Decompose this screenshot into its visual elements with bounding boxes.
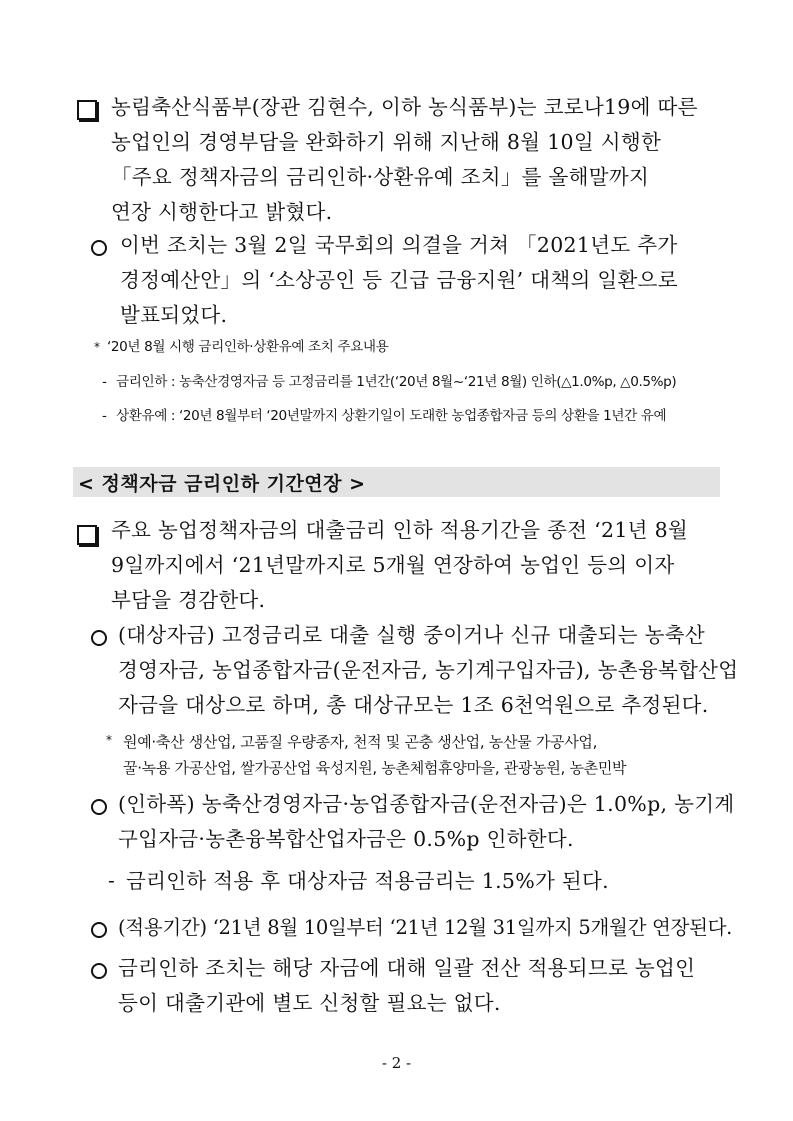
target-funds-paragraph [118, 618, 739, 723]
auto-line-2: 등이 대출기관에 별도 신청할 필요는 없다. [118, 991, 501, 1015]
asterisk-icon: * [94, 340, 100, 354]
intro-paragraph [111, 90, 721, 230]
background-line-1: 이번 조치는 3월 2일 국무회의 의결을 거쳐 「2021년도 추가 [120, 233, 678, 257]
target-line-3: 자금을 대상으로 하며, 총 대상규모는 1조 6천억원으로 추정된다. [118, 693, 709, 717]
extension-line-2: 9일까지에서 ‘21년말까지로 5개월 연장하여 농업인 등의 이자 [111, 553, 675, 577]
target-line-2: 경영자금, 농업종합자금(운전자금, 농기계구입자금), 농촌융복합산업 [118, 658, 739, 682]
intro-line-4: 연장 시행한다고 밝혔다. [111, 200, 333, 224]
extension-line-3: 부담을 경감한다. [111, 588, 266, 612]
rate-line-2: 구입자금·농촌융복합산업자금은 0.5%p 인하한다. [118, 827, 574, 851]
background-paragraph [120, 228, 720, 333]
section-heading: < 정책자금 금리인하 기간연장 > [78, 473, 366, 495]
note-rate-cut: 금리인하 : 농축산경영자금 등 고정금리를 1년간(‘20년 8월~‘21년 8월) 인하(△1.0%p, △0.5%p) [116, 374, 677, 390]
circle-bullet-icon [91, 240, 107, 256]
applied-rate [126, 864, 609, 899]
period-paragraph [118, 910, 732, 945]
square-bullet-icon [77, 525, 97, 545]
square-bullet-icon [77, 100, 97, 120]
note-dash-icon: - [102, 374, 107, 390]
background-line-3: 발표되었다. [120, 303, 228, 327]
note-dash-icon: - [102, 408, 107, 424]
circle-bullet-icon [91, 799, 107, 815]
auto-line-1: 금리인하 조치는 해당 자금에 대해 일괄 전산 적용되므로 농업인 [118, 956, 696, 980]
target-note-line-2: 꿀·녹용 가공산업, 쌀가공산업 육성지원, 농촌체험휴양마을, 관광농원, 농촌민박 [123, 759, 627, 777]
dash-icon: - [108, 868, 115, 892]
note-title: ‘20년 8월 시행 금리인하·상환유예 조치 주요내용 [107, 339, 389, 355]
intro-line-2: 농업인의 경영부담을 완화하기 위해 지난해 8월 10일 시행한 [111, 130, 662, 154]
auto-apply-paragraph [118, 951, 723, 1021]
target-line-1: (대상자금) 고정금리로 대출 실행 중이거나 신규 대출되는 농축산 [118, 623, 705, 647]
circle-bullet-icon [91, 963, 107, 979]
period-line: (적용기간) ‘21년 8월 10일부터 ‘21년 12월 31일까지 5개월간 연장된다. [118, 916, 733, 939]
target-note-line-1: 원예·축산 생산업, 고품질 우량종자, 천적 및 곤충 생산업, 농산물 가공사업, [123, 733, 598, 751]
asterisk-icon: * [106, 733, 112, 747]
note-repayment-deferral: 상환유예 : ‘20년 8월부터 ‘20년말까지 상환기일이 도래한 농업종합자금 등의 상환을 1년간 유예 [116, 408, 667, 424]
extension-line-1: 주요 농업정책자금의 대출금리 인하 적용기간을 종전 ‘21년 8월 [111, 518, 689, 542]
extension-paragraph [111, 513, 721, 618]
background-line-2: 경정예산안」의 ‘소상공인 등 긴급 금융지원’ 대책의 일환으로 [120, 268, 678, 292]
rate-line-1: (인하폭) 농축산경영자금·농업종합자금(운전자금)은 1.0%p, 농기계 [118, 792, 735, 816]
intro-line-3: 「주요 정책자금의 금리인하·상환유예 조치」를 올해말까지 [111, 165, 650, 189]
page-number: - 2 - [381, 1054, 412, 1072]
rate-cut-paragraph [118, 787, 735, 857]
circle-bullet-icon [91, 922, 107, 938]
target-funds-note [123, 729, 626, 781]
circle-bullet-icon [91, 630, 107, 646]
applied-rate-line: 금리인하 적용 후 대상자금 적용금리는 1.5%가 된다. [126, 869, 609, 893]
intro-line-1: 농림축산식품부(장관 김현수, 이하 농식품부)는 코로나19에 따른 [111, 95, 698, 119]
